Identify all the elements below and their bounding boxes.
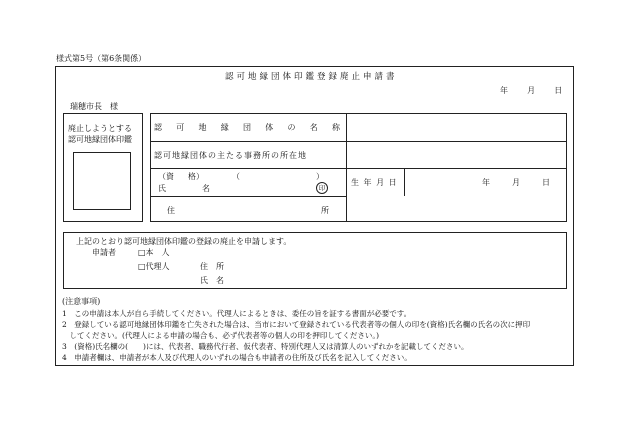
form-reference: 様式第5号（第6条関係） <box>56 54 147 63</box>
date-year: 年 <box>500 86 508 95</box>
date-month: 月 <box>527 86 536 95</box>
seal-label-line2: 認可地縁団体印鑑 <box>68 135 132 144</box>
applicant-name-label: 氏 名 <box>200 276 224 285</box>
date-day: 日 <box>554 86 563 95</box>
address-label-2: 所 <box>321 206 329 215</box>
office-address-field[interactable] <box>348 142 565 167</box>
option-agent-checkbox[interactable]: □代理人 <box>138 262 170 271</box>
declaration-statement: 上記のとおり認可地縁団体印鑑の登録の廃止を申請します。 <box>76 237 292 246</box>
note-item: してください。(代理人による申請の場合も、必ず代表者等の個人の印を押印してください。) <box>62 331 380 340</box>
applicant-label: 申請者 <box>92 248 116 257</box>
note-item: 3 (資格)氏名欄の( )には、代表者、職務代行者、仮代表者、特別代理人又は清算人のいずれかを記載してください。 <box>62 342 469 351</box>
qualification-paren-open: （ <box>232 172 240 181</box>
org-name-label: 認 可 地 縁 団 体 の 名 称 <box>154 123 340 132</box>
address-field[interactable] <box>180 200 316 218</box>
dob-value[interactable]: 年 月 日 <box>482 178 550 187</box>
name-label-2: 名 <box>202 184 210 193</box>
address-label-1: 住 <box>167 206 175 215</box>
dob-label: 生 年 月 日 <box>351 178 398 187</box>
notes-heading: (注意事項) <box>62 297 101 306</box>
applicant-address-label: 住 所 <box>200 262 224 271</box>
option-self-checkbox[interactable]: □本 人 <box>138 248 170 257</box>
seal-mark-icon: 印 <box>316 182 328 194</box>
note-item: 4 申請者欄は、申請者が本人及び代理人のいずれの場合も申請者の住所及び氏名を記入してください。 <box>62 353 412 362</box>
name-label-1: 氏 <box>158 184 166 193</box>
date-line <box>500 85 562 96</box>
addressee: 瑞穂市長 様 <box>70 102 118 111</box>
form-title: 認可地縁団体印鑑登録廃止申請書 <box>225 72 398 82</box>
seal-label-line1: 廃止しようとする <box>68 124 132 133</box>
seal-stamp-box <box>73 152 131 210</box>
name-field[interactable] <box>214 182 314 194</box>
note-item: 2 登録している認可地縁団体印鑑を亡失された場合は、当市において登録されている代表者等の個人の印を(資格)氏名欄の氏名の次に押印 <box>62 320 531 329</box>
qualification-paren-close: ） <box>316 172 324 181</box>
qualification-label: （資 格） <box>158 172 204 181</box>
qualification-field[interactable] <box>240 170 314 181</box>
org-name-field[interactable] <box>348 114 565 140</box>
note-item: 1 この申請は本人が自ら手続してください。代理人によるときは、委任の旨を証する書面が必要です。 <box>62 309 412 318</box>
office-address-label: 認可地縁団体の主たる事務所の所在地 <box>154 151 307 160</box>
